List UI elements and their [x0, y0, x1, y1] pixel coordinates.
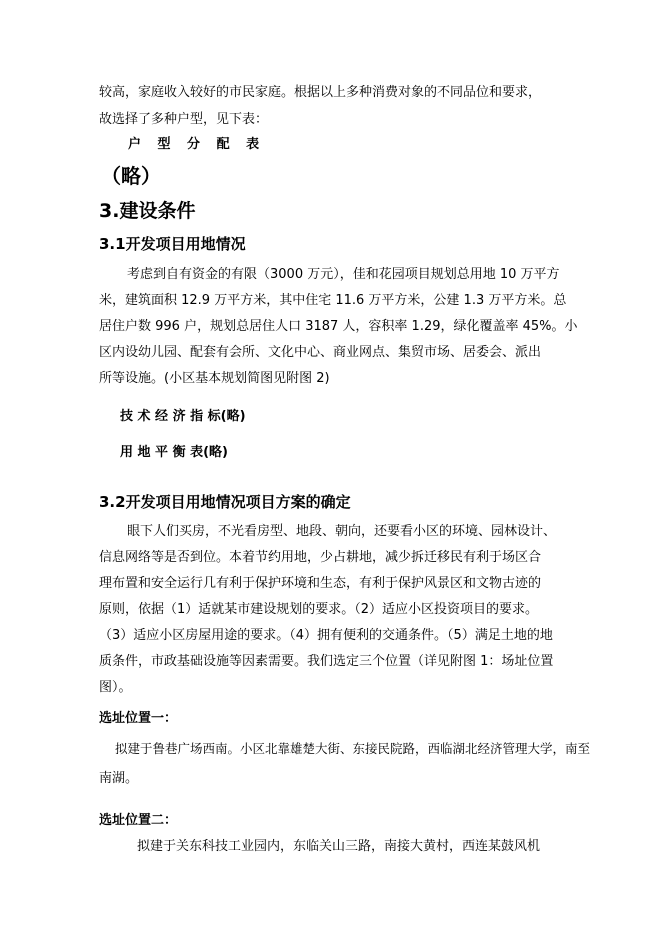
paragraph-line: 米，建筑面积 12.9 万平方米，其中住宅 11.6 万平方米，公建 1.3 万平方米。总	[99, 293, 567, 308]
site-1-label: 选址位置一：	[99, 711, 178, 726]
omitted-note: （略）	[101, 164, 161, 188]
intro-line-1: 较高，家庭收入较好的市民家庭。根据以上多种消费对象的不同品位和要求，	[99, 85, 542, 100]
land-balance-note: 用 地 平 衡 表(略)	[120, 445, 228, 460]
paragraph-line: 信息网络等是否到位。本着节约用地，少占耕地，减少拆迁移民有利于场区合	[99, 550, 542, 565]
table-caption-unit-types: 户 型 分 配 表	[128, 137, 266, 152]
paragraph-line: 考虑到自有资金的有限（3000 万元），佳和花园项目规划总用地 10 万平方	[127, 267, 560, 282]
site-2-label: 选址位置二：	[99, 813, 178, 828]
tech-index-note: 技 术 经 济 指 标(略)	[120, 409, 246, 424]
paragraph-line: 图）。	[99, 680, 132, 695]
paragraph-line: 质条件，市政基础设施等因素需要。我们选定三个位置（详见附图 1：场址位置	[99, 654, 554, 669]
section-3-1-heading: 3.1开发项目用地情况	[99, 235, 246, 253]
paragraph-line: 居住户数 996 户，规划总居住人口 3187 人，容积率 1.29，绿化覆盖率 45%。小	[99, 319, 578, 334]
paragraph-line: 眼下人们买房，不光看房型、地段、朝向，还要看小区的环境、园林设计、	[127, 524, 557, 539]
intro-line-2: 故选择了多种户型，见下表：	[99, 112, 269, 127]
paragraph-line: 原则，依据（1）适就某市建设规划的要求。（2）适应小区投资项目的要求。	[99, 602, 539, 617]
section-3-heading: 3.建设条件	[99, 200, 196, 222]
paragraph-line: 理布置和安全运行几有利于保护环境和生态，有利于保护风景区和文物古迹的	[99, 576, 542, 591]
site-2-line: 拟建于关东科技工业园内，东临关山三路，南接大黄村，西连某鼓风机	[137, 839, 541, 854]
site-1-line: 拟建于鲁巷广场西南。小区北靠雄楚大街、东接民院路，西临湖北经济管理大学，南至	[115, 741, 591, 756]
section-3-2-heading: 3.2开发项目用地情况项目方案的确定	[99, 493, 351, 511]
paragraph-line: 区内设幼儿园、配套有会所、文化中心、商业网点、集贸市场、居委会、派出	[99, 345, 542, 360]
site-1-line: 南湖。	[99, 771, 139, 786]
paragraph-line: （3）适应小区房屋用途的要求。（4）拥有便利的交通条件。（5）满足土地的地	[99, 628, 553, 643]
paragraph-line: 所等设施。(小区基本规划简图见附图 2)	[99, 371, 330, 386]
